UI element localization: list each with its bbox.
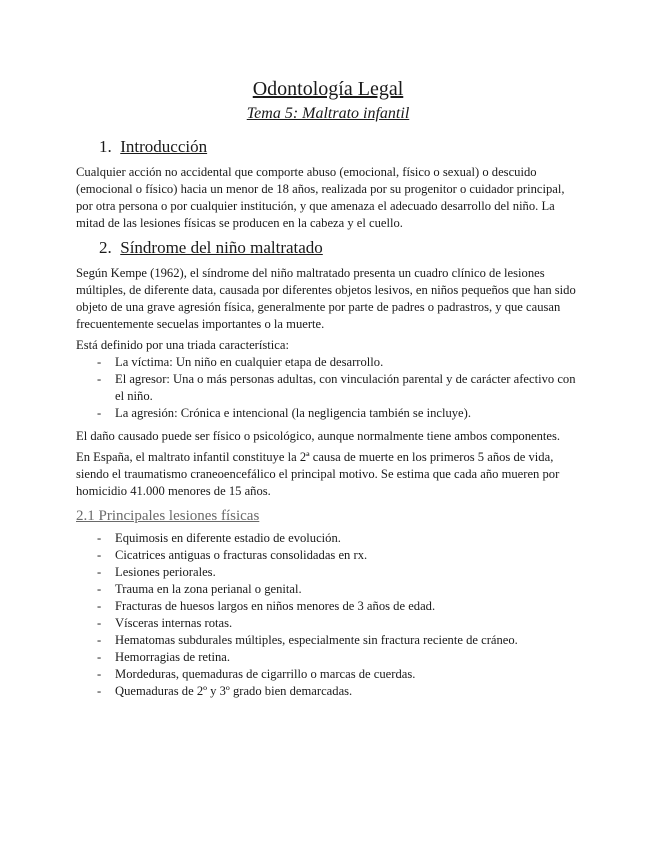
lesions-list bbox=[76, 530, 580, 700]
intro-paragraph: Cualquier acción no accidental que comporte abuso (emocional, físico o sexual) o descuido (emocional o físico) hacia un menor de 18 años, realizada por su progenitor o cuidador principal, por otra persona o por cualquier institución, y que amenaza el adecuado desarrollo del niño. La mitad de las lesiones físicas se producen en la cabeza y el cuello. bbox=[76, 165, 565, 230]
dash-bullet: - bbox=[97, 582, 102, 596]
triad-intro-paragraph: Está definido por una triada característica: bbox=[76, 338, 289, 352]
list-item-text: La víctima: Un niño en cualquier etapa de desarrollo. bbox=[115, 355, 384, 369]
dash-bullet: - bbox=[97, 616, 102, 630]
spain-paragraph: En España, el maltrato infantil constituye la 2ª causa de muerte en los primeros 5 años de vida, siendo el traumatismo craneoencefálico el principal motivo. Se estima que cada año mueren por homicidio 41.000 menores de 15 años. bbox=[76, 450, 560, 498]
kempe-paragraph: Según Kempe (1962), el síndrome del niño maltratado presenta un cuadro clínico de lesiones múltiples, de diferente data, causada por diferentes objetos lesivos, en niños pequeños que han sido objeto de una grave agresión física, generalmente por parte de padres o padrastros, y que causan frecuentemente secuelas importantes o la muerte. bbox=[76, 266, 576, 331]
damage-paragraph: El daño causado puede ser físico o psicológico, aunque normalmente tiene ambos componentes. bbox=[76, 429, 561, 443]
dash-bullet: - bbox=[97, 684, 102, 698]
list-item bbox=[76, 354, 580, 371]
dash-bullet: - bbox=[97, 531, 102, 545]
section-heading-introduccion bbox=[99, 137, 207, 157]
list-item bbox=[76, 649, 580, 666]
list-item-text: Trauma en la zona perianal o genital. bbox=[115, 582, 302, 596]
dash-bullet: - bbox=[97, 599, 102, 613]
list-item bbox=[76, 547, 580, 564]
list-item bbox=[76, 371, 580, 405]
list-item-text: Cicatrices antiguas o fracturas consolidadas en rx. bbox=[115, 548, 368, 562]
list-item-text: Equimosis en diferente estadio de evolución. bbox=[115, 531, 341, 545]
list-item-text: Hematomas subdurales múltiples, especialmente sin fractura reciente de cráneo. bbox=[115, 633, 518, 647]
dash-bullet: - bbox=[97, 650, 102, 664]
list-item-text: La agresión: Crónica e intencional (la negligencia también se incluye). bbox=[115, 406, 471, 420]
dash-bullet: - bbox=[97, 372, 102, 386]
list-item bbox=[76, 564, 580, 581]
list-item-text: Quemaduras de 2º y 3º grado bien demarcadas. bbox=[115, 684, 353, 698]
list-item bbox=[76, 683, 580, 700]
list-item-text: Vísceras internas rotas. bbox=[115, 616, 233, 630]
subsection-heading: 2.1 Principales lesiones físicas bbox=[76, 508, 260, 524]
section-heading-sindrome bbox=[99, 238, 323, 258]
list-item-text: Hemorragias de retina. bbox=[115, 650, 231, 664]
list-item-text: Lesiones periorales. bbox=[115, 565, 216, 579]
dash-bullet: - bbox=[97, 633, 102, 647]
dash-bullet: - bbox=[97, 667, 102, 681]
section-title: Síndrome del niño maltratado bbox=[120, 238, 323, 257]
dash-bullet: - bbox=[97, 406, 102, 420]
list-item-text: El agresor: Una o más personas adultas, con vinculación parental y de carácter afectivo con el niño. bbox=[115, 372, 576, 403]
list-item bbox=[76, 632, 580, 649]
dash-bullet: - bbox=[97, 548, 102, 562]
document-title: Odontología Legal bbox=[252, 78, 404, 100]
list-item bbox=[76, 615, 580, 632]
list-item bbox=[76, 405, 580, 422]
list-item-text: Fracturas de huesos largos en niños menores de 3 años de edad. bbox=[115, 599, 436, 613]
triad-list bbox=[76, 354, 580, 422]
document-subtitle: Tema 5: Maltrato infantil bbox=[246, 105, 410, 122]
list-item bbox=[76, 581, 580, 598]
section-number: 2. bbox=[99, 238, 112, 257]
list-item bbox=[76, 598, 580, 615]
dash-bullet: - bbox=[97, 355, 102, 369]
list-item-text: Mordeduras, quemaduras de cigarrillo o marcas de cuerdas. bbox=[115, 667, 416, 681]
dash-bullet: - bbox=[97, 565, 102, 579]
list-item bbox=[76, 530, 580, 547]
section-number: 1. bbox=[99, 137, 112, 156]
section-title: Introducción bbox=[120, 137, 208, 156]
list-item bbox=[76, 666, 580, 683]
